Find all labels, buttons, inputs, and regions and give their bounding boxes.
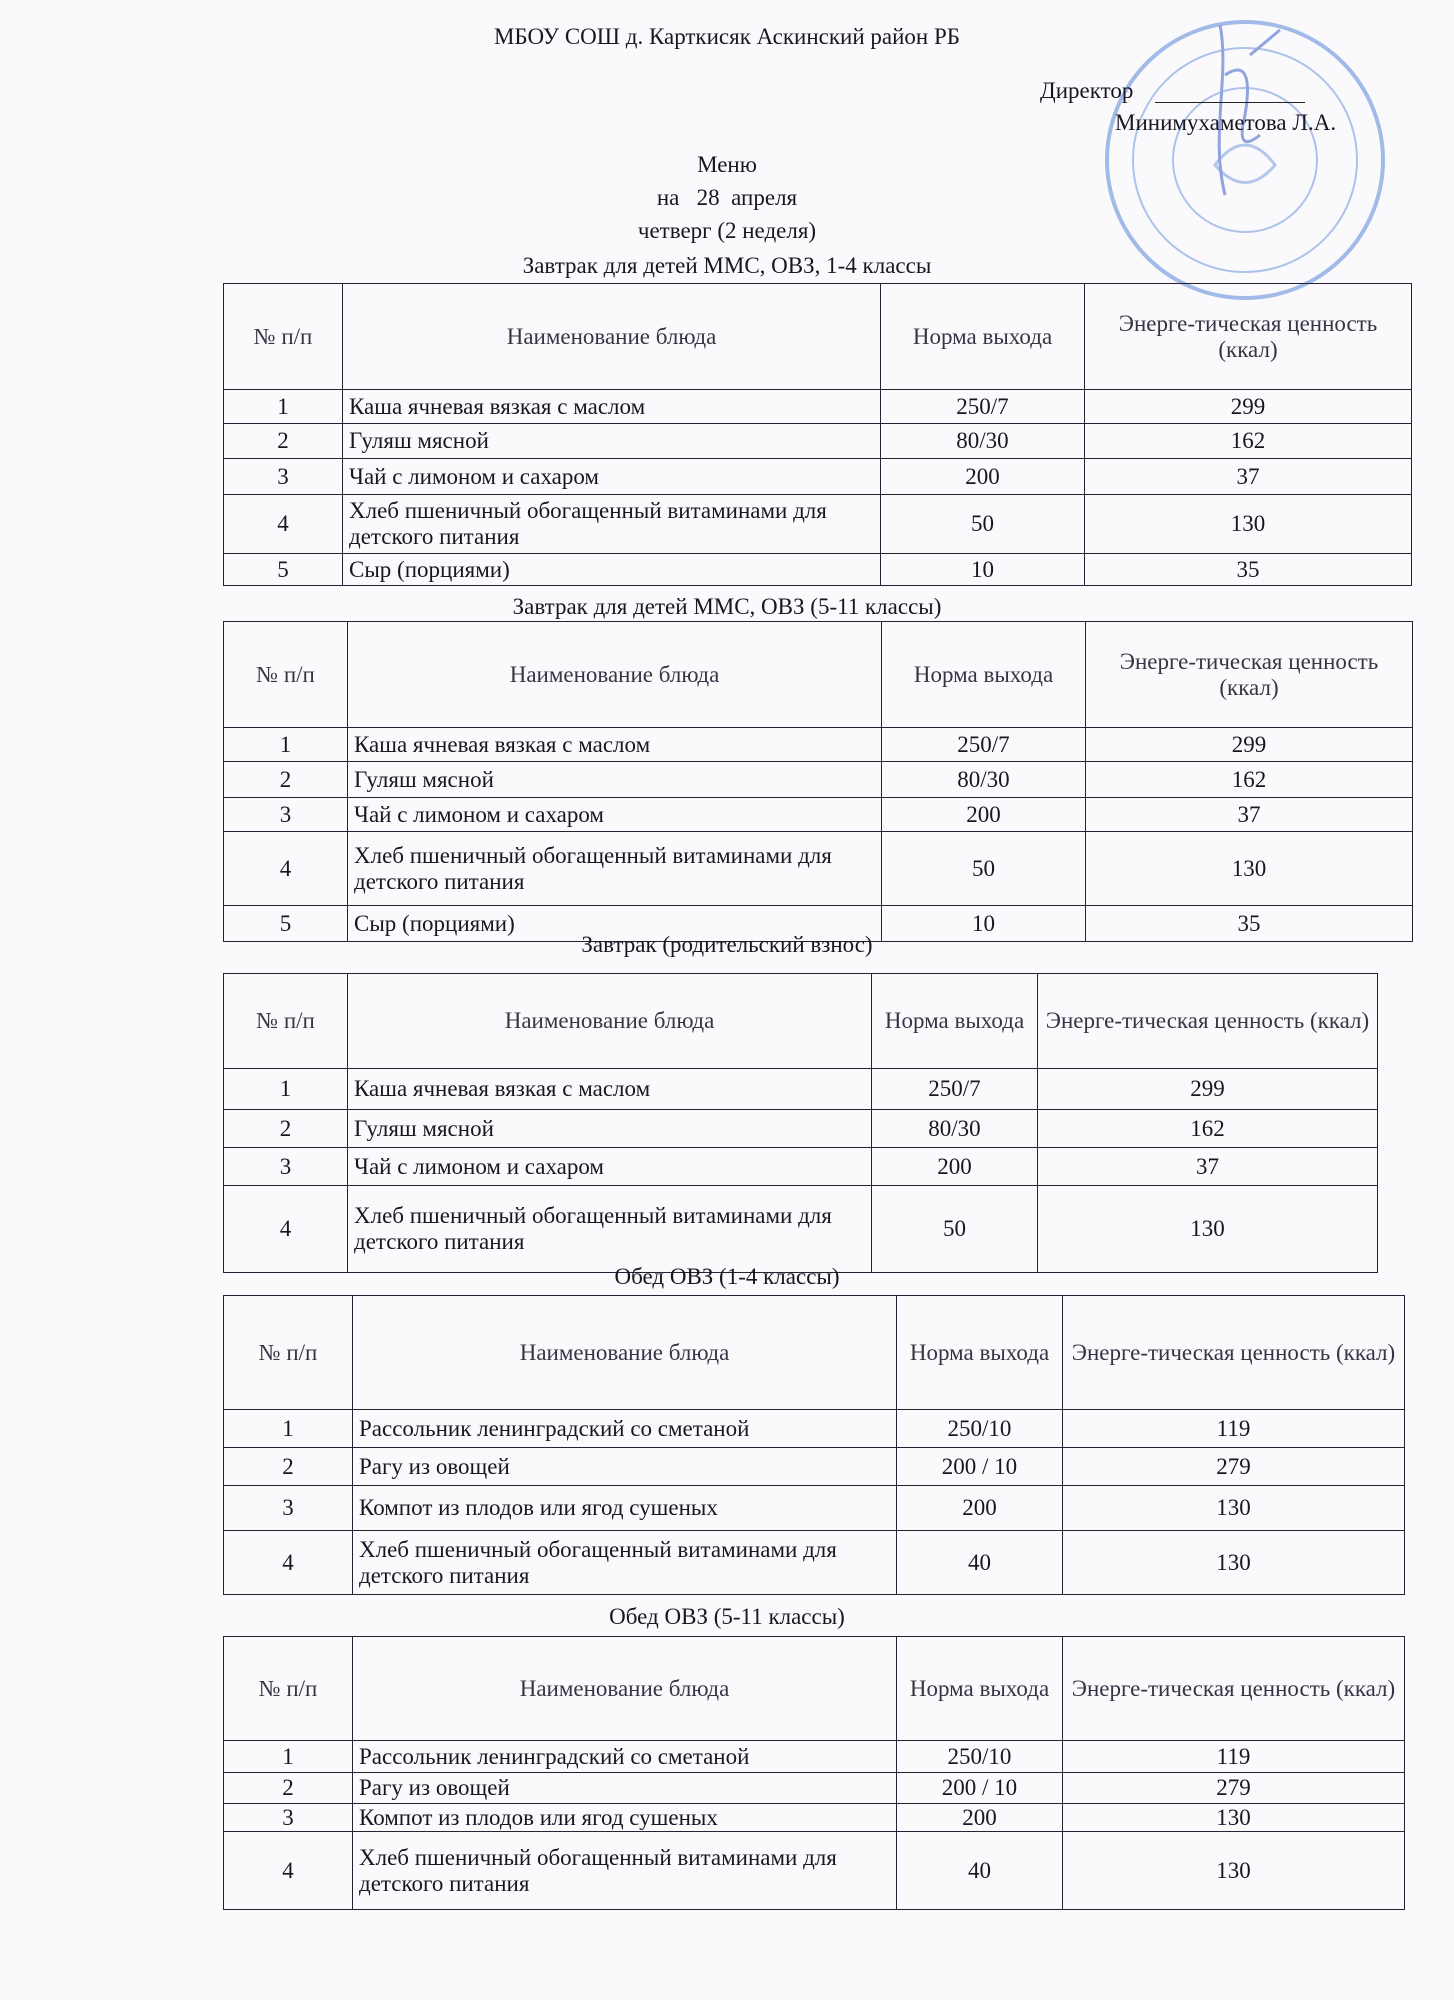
column-header: № п/п bbox=[224, 1637, 353, 1741]
table-row bbox=[224, 1773, 1405, 1804]
table-row bbox=[224, 424, 1412, 459]
portion-size: 10 bbox=[881, 554, 1085, 586]
director-name: Минимухаметова Л.А. bbox=[1115, 110, 1337, 135]
column-header: Энерге-тическая ценность (ккал) bbox=[1038, 974, 1378, 1069]
portion-size: 200 bbox=[872, 1148, 1038, 1186]
portion-size: 40 bbox=[897, 1531, 1063, 1595]
dish-name: Гуляш мясной bbox=[348, 1110, 872, 1148]
row-number: 2 bbox=[224, 762, 348, 798]
portion-size: 250/10 bbox=[897, 1741, 1063, 1773]
dish-name: Чай с лимоном и сахаром bbox=[343, 459, 881, 495]
calories: 35 bbox=[1085, 554, 1412, 586]
row-number: 3 bbox=[224, 798, 348, 832]
menu-title: Меню bbox=[697, 152, 757, 177]
row-number: 1 bbox=[224, 728, 348, 762]
column-header: Норма выхода bbox=[882, 622, 1086, 728]
table-header-row bbox=[224, 974, 1378, 1069]
menu-day: четверг (2 неделя) bbox=[637, 218, 817, 243]
row-number: 1 bbox=[224, 390, 343, 424]
calories: 37 bbox=[1086, 798, 1413, 832]
calories: 119 bbox=[1063, 1410, 1405, 1448]
dish-name: Чай с лимоном и сахаром bbox=[348, 1148, 872, 1186]
portion-size: 40 bbox=[897, 1832, 1063, 1910]
calories: 299 bbox=[1085, 390, 1412, 424]
portion-size: 80/30 bbox=[872, 1110, 1038, 1148]
table-header-row bbox=[224, 1296, 1405, 1410]
dish-name: Сыр (порциями) bbox=[343, 554, 881, 586]
dish-name: Гуляш мясной bbox=[348, 762, 882, 798]
organization-name: МБОУ СОШ д. Карткисяк Аскинский район РБ bbox=[493, 24, 960, 49]
calories: 299 bbox=[1038, 1069, 1378, 1110]
section-title: Обед ОВЗ (5-11 классы) bbox=[609, 1604, 845, 1629]
calories: 130 bbox=[1063, 1486, 1405, 1531]
row-number: 4 bbox=[224, 495, 343, 554]
dish-name: Гуляш мясной bbox=[343, 424, 881, 459]
row-number: 2 bbox=[224, 1448, 353, 1486]
column-header: Норма выхода bbox=[872, 974, 1038, 1069]
dish-name: Хлеб пшеничный обогащенный витаминами для детского питания bbox=[348, 1186, 872, 1273]
row-number: 2 bbox=[224, 1110, 348, 1148]
portion-size: 50 bbox=[872, 1186, 1038, 1273]
table-row bbox=[224, 1410, 1405, 1448]
portion-size: 250/10 bbox=[897, 1410, 1063, 1448]
dish-name: Каша ячневая вязкая с маслом bbox=[343, 390, 881, 424]
calories: 299 bbox=[1086, 728, 1413, 762]
row-number: 1 bbox=[224, 1741, 353, 1773]
dish-name: Хлеб пшеничный обогащенный витаминами для детского питания bbox=[348, 832, 882, 906]
dish-name: Рагу из овощей bbox=[353, 1448, 897, 1486]
portion-size: 200 / 10 bbox=[897, 1448, 1063, 1486]
row-number: 4 bbox=[224, 1531, 353, 1595]
dish-name: Рассольник ленинградский со сметаной bbox=[353, 1410, 897, 1448]
table-row bbox=[224, 1110, 1378, 1148]
row-number: 3 bbox=[224, 1486, 353, 1531]
column-header: Энерге-тическая ценность (ккал) bbox=[1063, 1296, 1405, 1410]
portion-size: 200 bbox=[881, 459, 1085, 495]
dish-name: Сыр (порциями) bbox=[348, 906, 882, 942]
column-header: Наименование блюда bbox=[353, 1637, 897, 1741]
row-number: 5 bbox=[224, 554, 343, 586]
column-header: Энерге-тическая ценность (ккал) bbox=[1063, 1637, 1405, 1741]
director-label: Директор bbox=[1040, 78, 1134, 103]
row-number: 3 bbox=[224, 459, 343, 495]
portion-size: 200 bbox=[897, 1804, 1063, 1832]
section-title: Завтрак для детей ММС, ОВЗ (5-11 классы) bbox=[512, 594, 942, 619]
portion-size: 200 bbox=[897, 1486, 1063, 1531]
row-number: 4 bbox=[224, 1832, 353, 1910]
calories: 162 bbox=[1085, 424, 1412, 459]
portion-size: 50 bbox=[881, 495, 1085, 554]
calories: 162 bbox=[1086, 762, 1413, 798]
portion-size: 80/30 bbox=[882, 762, 1086, 798]
column-header: Наименование блюда bbox=[348, 974, 872, 1069]
table-row bbox=[224, 1832, 1405, 1910]
menu-table bbox=[223, 973, 1378, 1273]
dish-name: Компот из плодов или ягод сушеных bbox=[353, 1486, 897, 1531]
table-row bbox=[224, 798, 1413, 832]
row-number: 4 bbox=[224, 1186, 348, 1273]
column-header: Норма выхода bbox=[897, 1296, 1063, 1410]
calories: 279 bbox=[1063, 1448, 1405, 1486]
portion-size: 250/7 bbox=[881, 390, 1085, 424]
row-number: 1 bbox=[224, 1069, 348, 1110]
column-header: Норма выхода bbox=[897, 1637, 1063, 1741]
calories: 37 bbox=[1038, 1148, 1378, 1186]
calories: 130 bbox=[1063, 1531, 1405, 1595]
menu-table bbox=[223, 621, 1413, 942]
row-number: 4 bbox=[224, 832, 348, 906]
table-row bbox=[224, 832, 1413, 906]
table-row bbox=[224, 1069, 1378, 1110]
portion-size: 200 bbox=[882, 798, 1086, 832]
calories: 37 bbox=[1085, 459, 1412, 495]
table-row bbox=[224, 459, 1412, 495]
dish-name: Рагу из овощей bbox=[353, 1773, 897, 1804]
section-title: Завтрак для детей ММС, ОВЗ, 1-4 классы bbox=[522, 253, 932, 278]
column-header: Энерге-тическая ценность (ккал) bbox=[1086, 622, 1413, 728]
calories: 130 bbox=[1085, 495, 1412, 554]
calories: 130 bbox=[1038, 1186, 1378, 1273]
table-header-row bbox=[224, 284, 1412, 390]
portion-size: 50 bbox=[882, 832, 1086, 906]
dish-name: Каша ячневая вязкая с маслом bbox=[348, 1069, 872, 1110]
dish-name: Рассольник ленинградский со сметаной bbox=[353, 1741, 897, 1773]
calories: 130 bbox=[1063, 1832, 1405, 1910]
dish-name: Компот из плодов или ягод сушеных bbox=[353, 1804, 897, 1832]
calories: 119 bbox=[1063, 1741, 1405, 1773]
table-row bbox=[224, 762, 1413, 798]
calories: 130 bbox=[1063, 1804, 1405, 1832]
menu-table bbox=[223, 1636, 1405, 1910]
table-row bbox=[224, 1531, 1405, 1595]
table-row bbox=[224, 1186, 1378, 1273]
calories: 35 bbox=[1086, 906, 1413, 942]
column-header: Наименование блюда bbox=[348, 622, 882, 728]
dish-name: Хлеб пшеничный обогащенный витаминами для детского питания bbox=[353, 1832, 897, 1910]
table-row bbox=[224, 728, 1413, 762]
row-number: 3 bbox=[224, 1148, 348, 1186]
column-header: Наименование блюда bbox=[343, 284, 881, 390]
row-number: 1 bbox=[224, 1410, 353, 1448]
portion-size: 200 / 10 bbox=[897, 1773, 1063, 1804]
menu-date: на 28 апреля bbox=[656, 185, 798, 210]
row-number: 3 bbox=[224, 1804, 353, 1832]
table-header-row bbox=[224, 1637, 1405, 1741]
dish-name: Хлеб пшеничный обогащенный витаминами для детского питания bbox=[343, 495, 881, 554]
table-row bbox=[224, 1448, 1405, 1486]
table-row bbox=[224, 554, 1412, 586]
calories: 130 bbox=[1086, 832, 1413, 906]
portion-size: 250/7 bbox=[872, 1069, 1038, 1110]
column-header: № п/п bbox=[224, 1296, 353, 1410]
portion-size: 10 bbox=[882, 906, 1086, 942]
table-header-row bbox=[224, 622, 1413, 728]
dish-name: Чай с лимоном и сахаром bbox=[348, 798, 882, 832]
table-row bbox=[224, 1804, 1405, 1832]
table-row bbox=[224, 1741, 1405, 1773]
column-header: Энерге-тическая ценность (ккал) bbox=[1085, 284, 1412, 390]
column-header: № п/п bbox=[224, 622, 348, 728]
row-number: 2 bbox=[224, 424, 343, 459]
table-row bbox=[224, 495, 1412, 554]
dish-name: Хлеб пшеничный обогащенный витаминами для детского питания bbox=[353, 1531, 897, 1595]
portion-size: 250/7 bbox=[882, 728, 1086, 762]
signature-line bbox=[1155, 102, 1305, 103]
column-header: Норма выхода bbox=[881, 284, 1085, 390]
calories: 162 bbox=[1038, 1110, 1378, 1148]
column-header: № п/п bbox=[224, 974, 348, 1069]
section-title: Обед ОВЗ (1-4 классы) bbox=[614, 1264, 840, 1289]
row-number: 2 bbox=[224, 1773, 353, 1804]
portion-size: 80/30 bbox=[881, 424, 1085, 459]
section-title: Завтрак (родительский взнос) bbox=[581, 932, 873, 957]
menu-table bbox=[223, 283, 1412, 586]
table-row bbox=[224, 1486, 1405, 1531]
calories: 279 bbox=[1063, 1773, 1405, 1804]
table-row bbox=[224, 1148, 1378, 1186]
dish-name: Каша ячневая вязкая с маслом bbox=[348, 728, 882, 762]
column-header: № п/п bbox=[224, 284, 343, 390]
menu-table bbox=[223, 1295, 1405, 1595]
table-row bbox=[224, 390, 1412, 424]
column-header: Наименование блюда bbox=[353, 1296, 897, 1410]
row-number: 5 bbox=[224, 906, 348, 942]
